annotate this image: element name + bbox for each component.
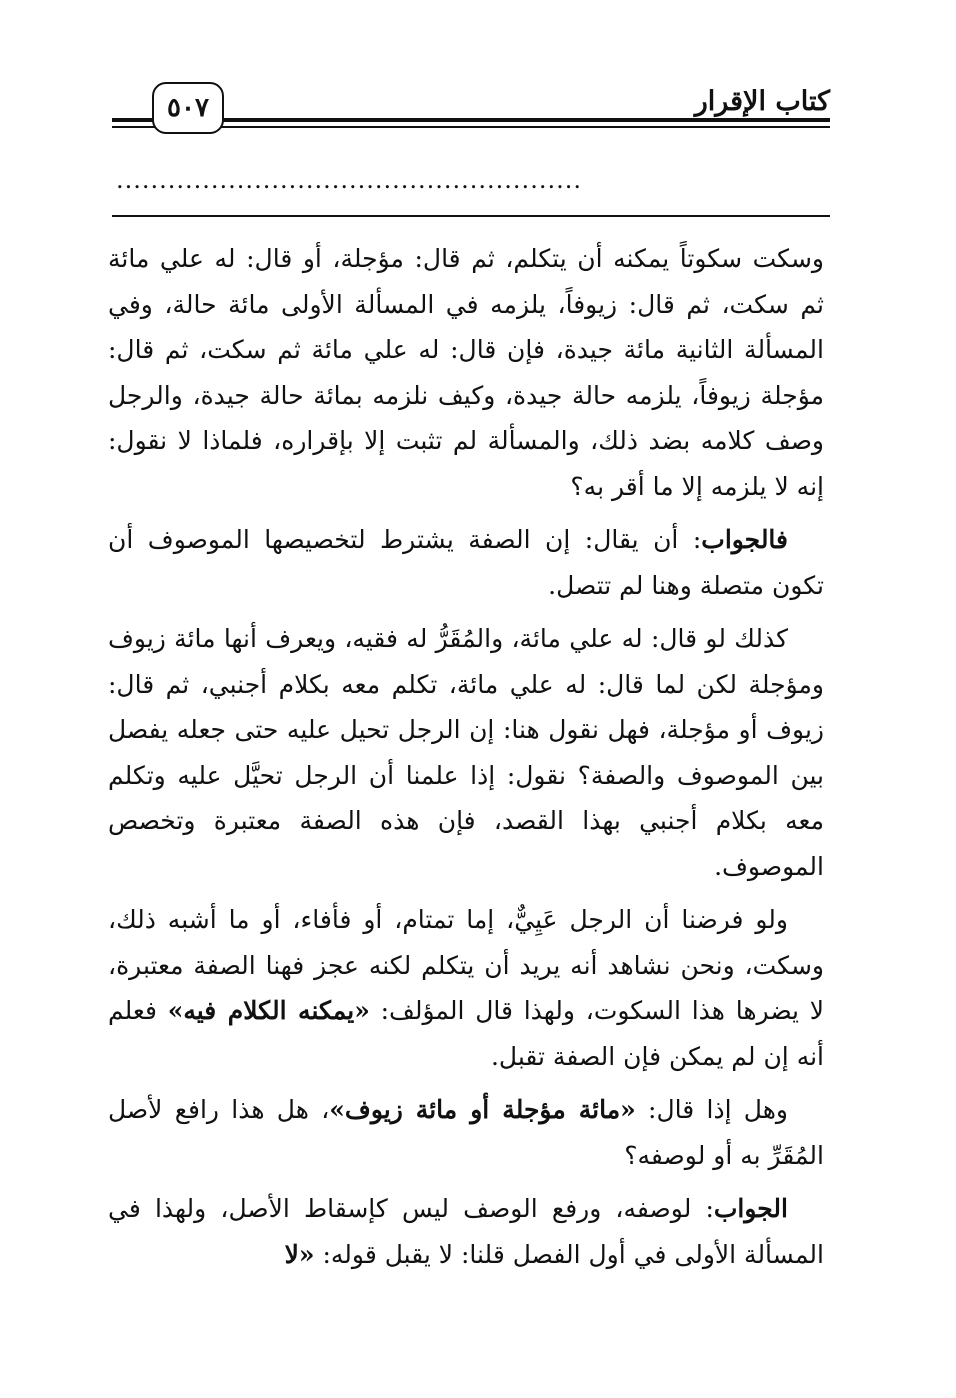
text-run: فعلم أنه إن لم يمكن فإن الصفة تقبل.	[108, 996, 824, 1071]
dotted-line: ......................................................	[116, 166, 582, 194]
paragraph-6	[108, 1186, 824, 1277]
paragraph-1	[108, 236, 824, 509]
paragraph-3	[108, 616, 824, 889]
paragraph-2	[108, 517, 824, 608]
text-run: ولو فرضنا أن الرجل عَيِيٌّ، إما تمتام، أو فأفاء، أو ما أشبه ذلك، وسكت، ونحن نشاهد أنه يريد أن يتكلم لكنه عجز فهنا الصفة معتبرة، لا يضرها هذا السكوت، ولهذا قال المؤلف:	[108, 905, 824, 1025]
body-text	[108, 236, 824, 1285]
separator-rule	[112, 215, 830, 217]
answer-label: الجواب	[713, 1194, 788, 1223]
quote-bold: «مائة مؤجلة أو مائة زيوف»	[329, 1095, 636, 1124]
paragraph-4	[108, 897, 824, 1079]
text-run: : لوصفه، ورفع الوصف ليس كإسقاط الأصل، ولهذا في المسألة الأولى في أول الفصل قلنا: لا يقبل قوله:	[108, 1194, 824, 1269]
page-number-box	[152, 82, 224, 134]
paragraph-5	[108, 1087, 824, 1178]
quote-bold: «يمكنه الكلام فيه»	[167, 996, 370, 1025]
page-header	[112, 82, 830, 140]
text-run: وهل إذا قال:	[635, 1095, 788, 1124]
answer-label: فالجواب	[701, 525, 788, 554]
text-run: وسكت سكوتاً يمكنه أن يتكلم، ثم قال: مؤجلة، أو قال: له علي مائة ثم سكت، ثم قال: زيوفاً، يلزمه في المسألة الأولى مائة حالة، وفي المسألة الثانية مائة جيدة، فإن قال: له علي مائة ثم سكت، ثم قال: مؤجلة زيوفاً، يلزمه حالة جيدة، وكيف نلزمه بمائة حالة جيدة، والرجل وصف كلامه بضد ذلك، والمسألة لم تثبت إلا بإقراره، فلماذا لا نقول: إنه لا يلزمه إلا ما أقر به؟	[108, 244, 824, 501]
running-title: كتاب الإقرار	[694, 86, 830, 117]
quote-bold: «لا	[284, 1239, 315, 1269]
page-number: ٥٠٧	[167, 93, 209, 123]
text-run: ، هل هذا رافع لأصل المُقَرِّ به أو لوصفه؟	[108, 1095, 824, 1170]
text-run: : أن يقال: إن الصفة يشترط لتخصيصها الموصوف أن تكون متصلة وهنا لم تتصل.	[108, 525, 824, 600]
text-run: كذلك لو قال: له علي مائة، والمُقَرُّ له فقيه، ويعرف أنها مائة زيوف ومؤجلة لكن لما قال: له علي مائة، تكلم معه بكلام أجنبي، ثم قال: زيوف أو مؤجلة، فهل نقول هنا: إن الرجل تحيل عليه حتى جعله يفصل بين الموصوف والصفة؟ نقول: إذا علمنا أن الرجل تحيَّل عليه وتكلم معه بكلام أجنبي بهذا القصد، فإن هذه الصفة معتبرة وتخصص الموصوف.	[108, 624, 824, 881]
